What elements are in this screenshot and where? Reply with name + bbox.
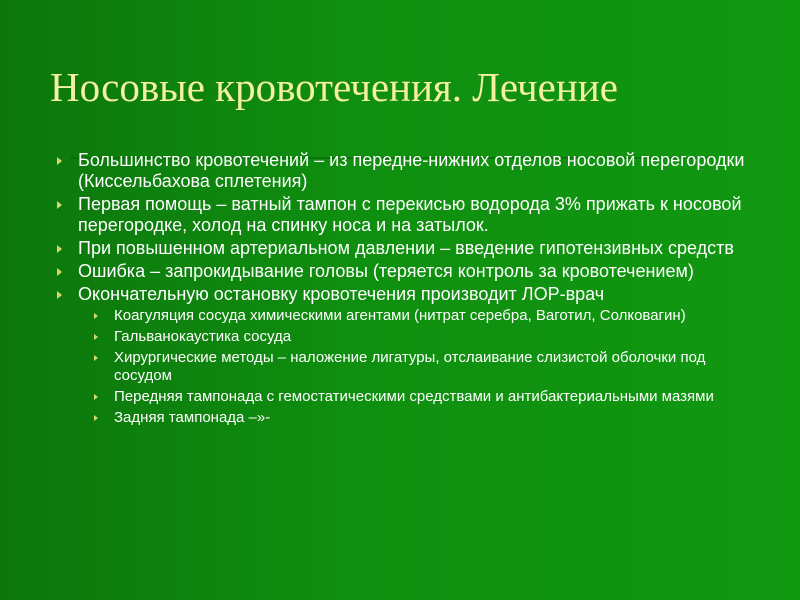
list-item-text: Большинство кровотечений – из передне-нижних отделов носовой перегородки (Киссельбахова сплетения) <box>78 150 745 191</box>
triangle-bullet-icon <box>94 394 98 400</box>
triangle-bullet-icon <box>57 291 62 299</box>
triangle-bullet-icon <box>57 157 62 165</box>
triangle-bullet-icon <box>94 313 98 319</box>
triangle-bullet-icon <box>94 334 98 340</box>
list-item <box>50 261 750 282</box>
triangle-bullet-icon <box>94 415 98 421</box>
list-item <box>50 194 750 236</box>
sub-list-item-text: Гальванокаустика сосуда <box>114 328 292 345</box>
list-item-text: При повышенном артериальном давлении – введение гипотензивных средств <box>78 238 734 258</box>
triangle-bullet-icon <box>57 245 62 253</box>
list-item-text: Окончательную остановку кровотечения производит ЛОР-врач <box>78 284 605 304</box>
sub-list-item-text: Хирургические методы – наложение лигатуры, отслаивание слизистой оболочки под сосудом <box>114 349 706 384</box>
triangle-bullet-icon <box>94 355 98 361</box>
sub-list-item-text: Коагуляция сосуда химическими агентами (нитрат серебра, Ваготил, Солковагин) <box>114 307 686 324</box>
sub-list-item-text: Передняя тампонада с гемостатическими средствами и антибактериальными мазями <box>114 388 714 405</box>
sub-list-item <box>78 307 750 325</box>
list-item-text: Первая помощь – ватный тампон с перекисью водорода 3% прижать к носовой перегородке, холод на спинку носа и на затылок. <box>78 194 742 235</box>
sub-list <box>78 307 750 427</box>
sub-list-item <box>78 388 750 406</box>
bullet-list <box>50 150 750 430</box>
sub-list-item <box>78 409 750 427</box>
list-item-text: Ошибка – запрокидывание головы (теряется контроль за кровотечением) <box>78 261 694 281</box>
sub-list-item <box>78 328 750 346</box>
triangle-bullet-icon <box>57 268 62 276</box>
slide-title: Носовые кровотечения. Лечение <box>50 64 618 110</box>
list-item <box>50 238 750 259</box>
sub-list-item <box>78 349 750 385</box>
list-item <box>50 284 750 427</box>
triangle-bullet-icon <box>57 201 62 209</box>
sub-list-item-text: Задняя тампонада –»- <box>114 409 271 426</box>
list-item <box>50 150 750 192</box>
